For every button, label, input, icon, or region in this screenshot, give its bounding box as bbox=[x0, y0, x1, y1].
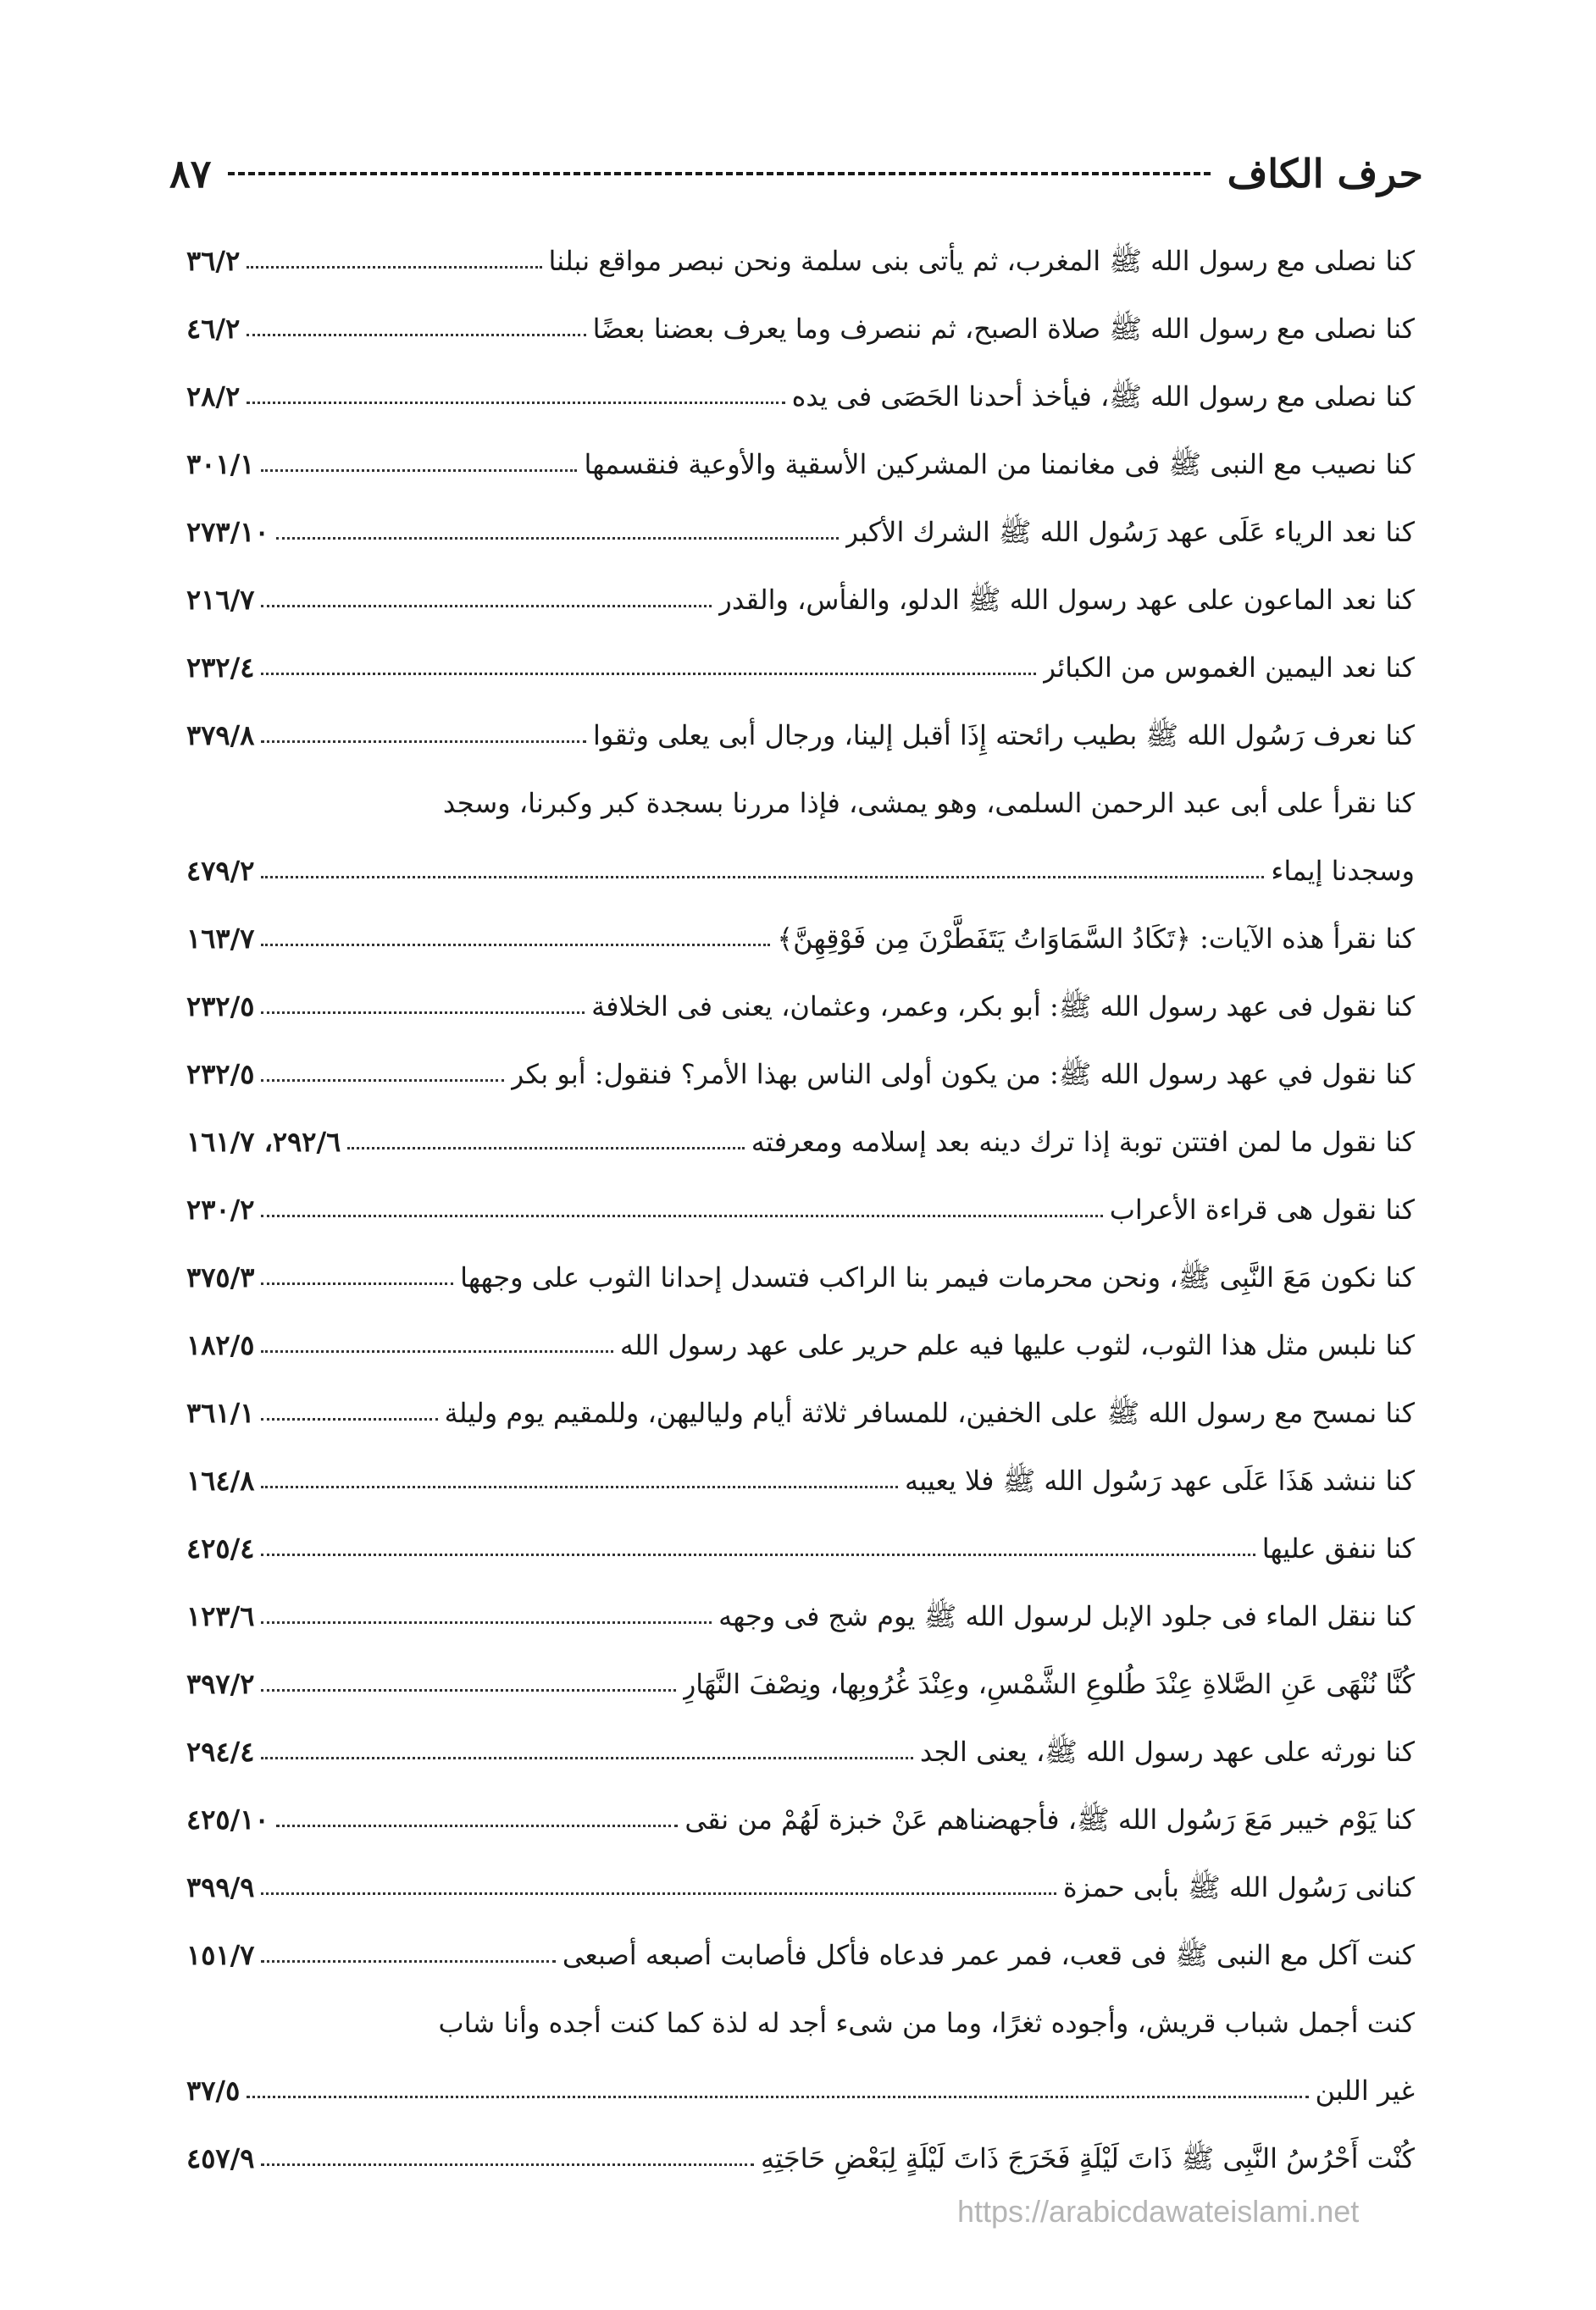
entry-reference: ٣٧/٥ bbox=[186, 2075, 241, 2107]
leader-dots bbox=[261, 1215, 1102, 1217]
entry-text: كنا نورثه على عهد رسول الله ﷺ، يعنى الجد bbox=[919, 1736, 1415, 1768]
entry-reference: ٢٣٢/٥ bbox=[186, 1058, 255, 1090]
index-entry bbox=[186, 1244, 1415, 1311]
index-entry bbox=[186, 1921, 1415, 1989]
entry-reference: ٤٦/٢ bbox=[186, 313, 241, 345]
index-entry bbox=[186, 1311, 1415, 1379]
leader-dots bbox=[261, 740, 586, 743]
index-entry bbox=[186, 905, 1415, 972]
index-entry bbox=[186, 634, 1415, 701]
entry-reference: ٣٩٧/٢ bbox=[186, 1668, 255, 1700]
leader-dots bbox=[276, 537, 839, 540]
section-title: حرف الكاف bbox=[1227, 151, 1423, 197]
entry-reference: ١٨٢/٥ bbox=[186, 1329, 255, 1361]
leader-dots bbox=[261, 469, 577, 472]
leader-dots bbox=[347, 1147, 744, 1149]
entry-text: كنا نصيب مع النبى ﷺ فى مغانمنا من المشركين الأسقية والأوعية فنقسمها bbox=[584, 448, 1415, 480]
leader-dots bbox=[261, 1418, 437, 1421]
entry-reference: ٣٠١/١ bbox=[186, 448, 255, 480]
entry-text: كنا نقرأ على أبى عبد الرحمن السلمى، وهو يمشى، فإذا مررنا بسجدة كبر وكبرنا، وسجد bbox=[442, 787, 1415, 819]
index-entry bbox=[186, 227, 1415, 295]
entry-text: كنت أجمل شباب قريش، وأجوده ثغرًا، وما من شىء أجد له لذة كما كنت أجده وأنا شاب bbox=[438, 2007, 1415, 2039]
leader-dots bbox=[247, 266, 541, 269]
leader-dots bbox=[261, 1960, 555, 1963]
leader-dots bbox=[247, 2096, 1308, 2098]
index-entry bbox=[186, 1582, 1415, 1650]
index-entry bbox=[186, 769, 1415, 837]
index-entry bbox=[186, 972, 1415, 1040]
index-entry bbox=[186, 2057, 1415, 2124]
entry-reference: ٢٣٢/٤ bbox=[186, 651, 255, 684]
index-entry bbox=[186, 566, 1415, 634]
leader-dots bbox=[261, 1892, 1056, 1895]
index-entry bbox=[186, 430, 1415, 498]
entry-text: كنت آكل مع النبى ﷺ فى قعب، فمر عمر فدعاه فأكل فأصابت أصبعه أصبعى bbox=[562, 1939, 1415, 1971]
leader-dots bbox=[261, 673, 1035, 675]
index-entry bbox=[186, 1040, 1415, 1108]
entry-text: كنا نكون مَعَ النَّبِى ﷺ، ونحن محرمات فيمر بنا الراكب فتسدل إحدانا الثوب على وجهها bbox=[460, 1261, 1415, 1293]
entry-text: كنا نقول ما لمن افتتن توبة إذا ترك دينه بعد إسلامه ومعرفته bbox=[751, 1126, 1415, 1158]
leader-dots bbox=[261, 944, 770, 946]
entry-text: غير اللبن bbox=[1315, 2075, 1415, 2107]
watermark-url: https://arabicdawateislami.net bbox=[957, 2194, 1360, 2229]
leader-dots bbox=[261, 1689, 675, 1692]
index-entry bbox=[186, 1108, 1415, 1176]
leader-dots bbox=[261, 1757, 912, 1759]
index-entry bbox=[186, 1718, 1415, 1786]
entry-reference: ٢٩٢/٦، ١٦١/٧ bbox=[186, 1126, 341, 1158]
entry-text: كنا نمسح مع رسول الله ﷺ على الخفين، للمسافر ثلاثة أيام ولياليهن، وللمقيم يوم وليلة bbox=[444, 1397, 1415, 1429]
entry-reference: ٢٣٠/٢ bbox=[186, 1194, 255, 1226]
entry-reference: ٣٩٩/٩ bbox=[186, 1871, 255, 1903]
page-header bbox=[169, 144, 1423, 203]
entry-reference: ٢٩٤/٤ bbox=[186, 1736, 255, 1768]
leader-dots bbox=[261, 1621, 712, 1624]
entry-reference: ٤٢٥/١٠ bbox=[186, 1803, 269, 1836]
entry-text: كنا نعد الرياء عَلَى عهد رَسُول الله ﷺ الشرك الأكبر bbox=[845, 516, 1415, 548]
entry-text: كنا نصلى مع رسول الله ﷺ صلاة الصبح، ثم ننصرف وما يعرف بعضنا بعضًا bbox=[592, 313, 1415, 345]
entry-reference: ١٢٣/٦ bbox=[186, 1600, 255, 1632]
entry-text: كنا نعد اليمين الغموس من الكبائر bbox=[1042, 651, 1415, 684]
entry-text: كُنَّا نُنْهَى عَنِ الصَّلاةِ عِنْدَ طُلوعِ الشَّمْسِ، وعِنْدَ غُرُوبِها، ونِصْفَ النَّهَارِ bbox=[682, 1668, 1415, 1700]
leader-dots bbox=[261, 1282, 453, 1285]
entry-text: كنا ننفق عليها bbox=[1261, 1532, 1415, 1565]
entry-reference: ٢٨/٢ bbox=[186, 380, 241, 413]
leader-dots bbox=[261, 876, 1264, 878]
header-dashes bbox=[228, 172, 1210, 175]
entry-text: كنا نقول في عهد رسول الله ﷺ: من يكون أولى الناس بهذا الأمر؟ فنقول: أبو بكر bbox=[510, 1058, 1415, 1090]
index-entry bbox=[186, 1650, 1415, 1718]
entry-text: كنا نلبس مثل هذا الثوب، لثوب عليها فيه علم حرير على عهد رسول الله bbox=[619, 1329, 1415, 1361]
entry-reference: ٤٥٧/٩ bbox=[186, 2142, 255, 2174]
entry-text: وسجدنا إيماء bbox=[1271, 855, 1415, 887]
index-entry bbox=[186, 2124, 1415, 2192]
entry-text: كُنْت أَحْرُسُ النَّبِى ﷺ ذَاتَ لَيْلَةٍ فَخَرَجَ ذَاتَ لَيْلَةٍ لِبَعْضِ حَاجَتِهِ bbox=[761, 2142, 1415, 2174]
index-entry bbox=[186, 1447, 1415, 1515]
entry-reference: ٣٧٩/٨ bbox=[186, 719, 255, 751]
index-entry bbox=[186, 1379, 1415, 1447]
entry-text: كنا نقول هى قراءة الأعراب bbox=[1109, 1194, 1415, 1226]
index-entry bbox=[186, 701, 1415, 769]
leader-dots bbox=[261, 1350, 612, 1353]
entry-reference: ٣٦/٢ bbox=[186, 245, 241, 277]
entry-reference: ١٦٤/٨ bbox=[186, 1465, 255, 1497]
leader-dots bbox=[261, 1554, 1255, 1556]
index-entry bbox=[186, 363, 1415, 430]
entry-reference: ١٥١/٧ bbox=[186, 1939, 255, 1971]
index-entry bbox=[186, 1989, 1415, 2057]
leader-dots bbox=[247, 334, 585, 336]
index-entry bbox=[186, 295, 1415, 363]
index-entry bbox=[186, 1853, 1415, 1921]
index-entry bbox=[186, 1176, 1415, 1244]
leader-dots bbox=[261, 1079, 503, 1082]
index-entry bbox=[186, 1786, 1415, 1853]
leader-dots bbox=[276, 1825, 679, 1827]
entry-text: كنا ننشد هَذَا عَلَى عهد رَسُول الله ﷺ فلا يعيبه bbox=[905, 1465, 1415, 1497]
index-entry bbox=[186, 498, 1415, 566]
entry-text: كنا ننقل الماء فى جلود الإبل لرسول الله ﷺ يوم شج فى وجهه bbox=[718, 1600, 1415, 1632]
leader-dots bbox=[261, 605, 712, 607]
entry-text: كنا نقول فى عهد رسول الله ﷺ: أبو بكر، وعمر، وعثمان، يعنى فى الخلافة bbox=[591, 990, 1415, 1022]
leader-dots bbox=[261, 1011, 585, 1014]
entry-text: كنا نقرأ هذه الآيات: ﴿تَكَادُ السَّمَاوَاتُ يَتَفَطَّرْنَ مِن فَوْقِهِنَّ﴾ bbox=[777, 922, 1415, 955]
entry-reference: ٢٣٢/٥ bbox=[186, 990, 255, 1022]
index-entry bbox=[186, 1515, 1415, 1582]
index-entry bbox=[186, 837, 1415, 905]
entry-reference: ٤٢٥/٤ bbox=[186, 1532, 255, 1565]
entry-reference: ٣٦١/١ bbox=[186, 1397, 255, 1429]
leader-dots bbox=[261, 2163, 754, 2166]
entry-text: كنانى رَسُول الله ﷺ بأبى حمزة bbox=[1062, 1871, 1415, 1903]
entry-text: كنا نصلى مع رسول الله ﷺ، فيأخذ أحدنا الحَصَى فى يده bbox=[791, 380, 1415, 413]
index-entries bbox=[186, 227, 1415, 2192]
entry-reference: ٢١٦/٧ bbox=[186, 584, 255, 616]
entry-text: كنا نصلى مع رسول الله ﷺ المغرب، ثم يأتى بنى سلمة ونحن نبصر مواقع نبلنا bbox=[548, 245, 1415, 277]
entry-reference: ١٦٣/٧ bbox=[186, 922, 255, 955]
entry-reference: ٣٧٥/٣ bbox=[186, 1261, 255, 1293]
leader-dots bbox=[261, 1486, 898, 1488]
entry-text: كنا يَوْم خيبر مَعَ رَسُول الله ﷺ، فأجهضناهم عَنْ خبزة لَهُمْ من نقى bbox=[684, 1803, 1415, 1836]
entry-reference: ٢٧٣/١٠ bbox=[186, 516, 269, 548]
entry-text: كنا نعد الماعون على عهد رسول الله ﷺ الدلو، والفأس، والقدر bbox=[718, 584, 1415, 616]
entry-reference: ٤٧٩/٢ bbox=[186, 855, 255, 887]
leader-dots bbox=[247, 402, 784, 404]
page-number: ٨٧ bbox=[169, 151, 212, 197]
entry-text: كنا نعرف رَسُول الله ﷺ بطيب رائحته إِذَا أقبل إلينا، ورجال أبى يعلى وثقوا bbox=[593, 719, 1415, 751]
